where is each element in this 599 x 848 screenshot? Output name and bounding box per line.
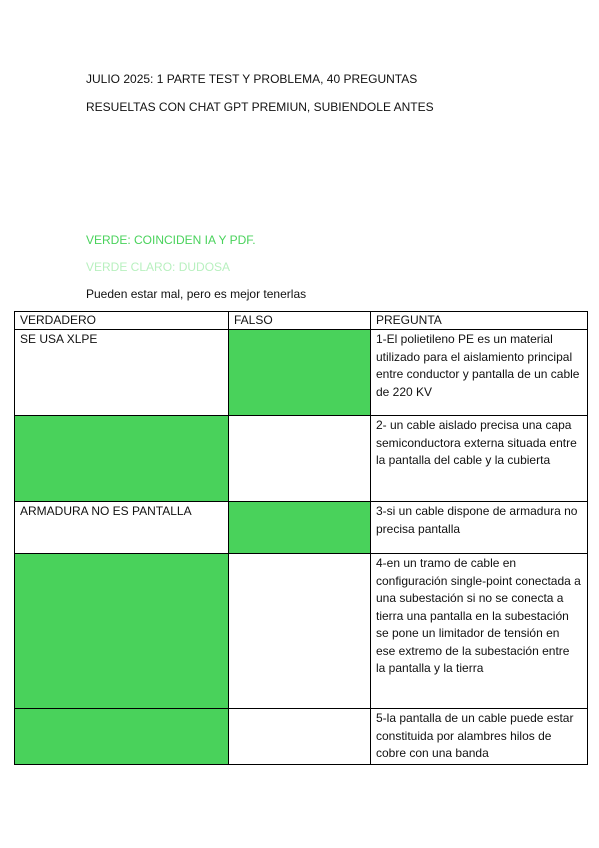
cell-falso [229, 330, 371, 416]
table-row [15, 709, 588, 765]
cell-pregunta: 3-si un cable dispone de armadura no precisa pantalla [371, 502, 588, 554]
legend-green: VERDE: COINCIDEN IA Y PDF. [86, 233, 256, 247]
disclaimer-note: Pueden estar mal, pero es mejor tenerlas [86, 287, 307, 301]
cell-verdadero [15, 416, 229, 502]
cell-verdadero [15, 709, 229, 765]
cell-pregunta: 4-en un tramo de cable en configuración single-point conectada a una subestación si no se conecta a tierra una pantalla en la subestación se pone un limitador de tensión en ese extremo de la subestación entre la pantalla y la tierra [371, 554, 588, 709]
table-row [15, 416, 588, 502]
table-row [15, 502, 588, 554]
cell-verdadero: SE USA XLPE [15, 330, 229, 416]
cell-pregunta: 1-El polietileno PE es un material utilizado para el aislamiento principal entre conductor y pantalla de un cable de 220 KV [371, 330, 588, 416]
cell-verdadero: ARMADURA NO ES PANTALLA [15, 502, 229, 554]
cell-falso [229, 554, 371, 709]
cell-verdadero [15, 554, 229, 709]
answers-table [14, 311, 588, 765]
cell-pregunta: 5-la pantalla de un cable puede estar constituida por alambres hilos de cobre con una banda [371, 709, 588, 765]
cell-pregunta: 2- un cable aislado precisa una capa semiconductora externa situada entre la pantalla del cable y la cubierta [371, 416, 588, 502]
cell-falso [229, 502, 371, 554]
header-line-1: JULIO 2025: 1 PARTE TEST Y PROBLEMA, 40 PREGUNTAS [86, 72, 418, 86]
cell-falso [229, 709, 371, 765]
header-falso: FALSO [229, 312, 371, 330]
table-row [15, 554, 588, 709]
header-pregunta: PREGUNTA [371, 312, 588, 330]
header-verdadero: VERDADERO [15, 312, 229, 330]
cell-falso [229, 416, 371, 502]
header-line-2: RESUELTAS CON CHAT GPT PREMIUN, SUBIENDOLE ANTES [86, 100, 434, 114]
legend-light-green: VERDE CLARO: DUDOSA [86, 260, 231, 274]
table-row [15, 330, 588, 416]
table-header-row [15, 312, 588, 330]
